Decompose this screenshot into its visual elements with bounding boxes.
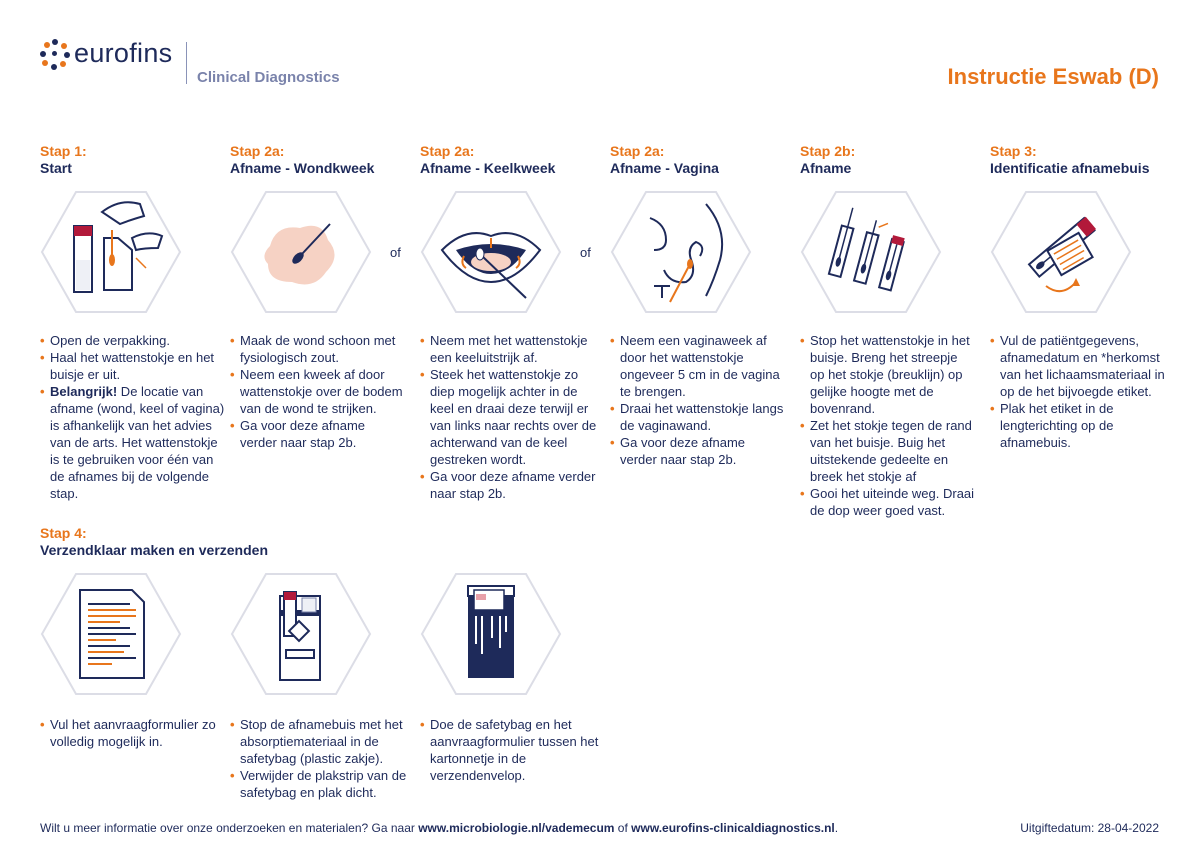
step-name: Identificatie afnamebuis (990, 160, 1150, 176)
brand-division: Clinical Diagnostics (197, 69, 340, 86)
instruction-item: • Verwijder de plakstrip van de safetybag en plak dicht. (230, 767, 410, 801)
website-link[interactable]: www.eurofins-clinicaldiagnostics.nl (631, 821, 835, 835)
step-name: Afname - Keelkweek (420, 160, 556, 176)
step-1-header (40, 143, 220, 177)
request-form-icon (40, 572, 182, 696)
envelope-icon (420, 572, 562, 696)
instruction-item: • Stop de afnamebuis met het absorptiemateriaal in de safetybag (plastic zakje). (230, 716, 410, 767)
instruction-item: • Draai het wattenstokje langs de vaginawand. (610, 400, 785, 434)
step-number: Stap 1: (40, 143, 87, 159)
instruction-item: • Haal het wattenstokje en het buisje er uit. (40, 349, 225, 383)
throat-swab-icon (420, 190, 562, 314)
step-2a-wound-instructions (230, 332, 405, 451)
swab-in-tube-icon (800, 190, 942, 314)
instruction-item: • Plak het etiket in de lengterichting op de afnamebuis. (990, 400, 1165, 451)
step-number: Stap 2a: (230, 143, 285, 159)
eurofins-logo-dots-icon (40, 39, 70, 69)
instruction-item: • Maak de wond schoon met fysiologisch zout. (230, 332, 405, 366)
step-2a-vagina-instructions (610, 332, 785, 468)
step-number: Stap 2a: (610, 143, 665, 159)
instruction-item: • Neem met het wattenstokje een keeluitstrijk af. (420, 332, 600, 366)
instruction-item: • Neem een vaginaweek af door het wattenstokje ongeveer 5 cm in de vagina te brengen. (610, 332, 785, 400)
instruction-item: • Gooi het uiteinde weg. Draai de dop weer goed vast. (800, 485, 975, 519)
wound-swab-icon (230, 190, 372, 314)
step-4-envelope-instructions (420, 716, 600, 784)
step-number: Stap 2a: (420, 143, 475, 159)
label-tube-icon (990, 190, 1132, 314)
instruction-item: • Steek het wattenstokje zo diep mogelijk achter in de keel en draai deze terwijl er van links naar rechts over de achterwand van de keel gestreken wordt. (420, 366, 600, 468)
instruction-item: • Open de verpakking. (40, 332, 225, 349)
document-title: Instructie Eswab (D) (947, 64, 1159, 89)
or-connector: of (580, 245, 591, 260)
step-name: Verzendklaar maken en verzenden (40, 542, 268, 558)
step-number: Stap 4: (40, 525, 87, 541)
eurofins-logo (40, 38, 172, 69)
instruction-item: • Ga voor deze afname verder naar stap 2b. (420, 468, 600, 502)
instruction-item: • Ga voor deze afname verder naar stap 2b. (610, 434, 785, 468)
vaginal-swab-icon (610, 190, 752, 314)
step-4-header (40, 525, 340, 559)
step-2a-wound-header (230, 143, 410, 177)
logo-divider (186, 42, 187, 84)
step-2a-throat-header (420, 143, 600, 177)
step-1-instructions (40, 332, 225, 502)
instruction-item: • Ga voor deze afname verder naar stap 2b. (230, 417, 405, 451)
step-number: Stap 2b: (800, 143, 856, 159)
step-2a-vagina-header (610, 143, 790, 177)
step-name: Afname - Wondkweek (230, 160, 375, 176)
brand-name: eurofins (74, 38, 173, 68)
step-2a-throat-instructions (420, 332, 600, 502)
instruction-item: • Vul het aanvraagformulier zo volledig mogelijk in. (40, 716, 220, 750)
step-3-instructions (990, 332, 1165, 451)
step-2b-header (800, 143, 980, 177)
or-connector: of (390, 245, 401, 260)
step-name: Afname - Vagina (610, 160, 719, 176)
package-open-icon (40, 190, 182, 314)
step-3-header (990, 143, 1170, 177)
footer-info: Wilt u meer informatie over onze onderzoeken en materialen? Ga naar www.microbiologie.nl/vademecum of www.eurofins-clinicaldiagnostics.nl. (40, 821, 839, 835)
instruction-item: • Vul de patiëntgegevens, afnamedatum en *herkomst van het lichaamsmateriaal in op de het bijvoegde etiket. (990, 332, 1165, 400)
step-name: Afname (800, 160, 852, 176)
instruction-item: • Stop het wattenstokje in het buisje. Breng het streepje op het stokje (breuklijn) op gelijke hoogte met de bovenrand. (800, 332, 975, 417)
safetybag-icon (230, 572, 372, 696)
issue-date: Uitgiftedatum: 28-04-2022 (1020, 821, 1159, 835)
step-4-bag-instructions (230, 716, 410, 801)
vademecum-link[interactable]: www.microbiologie.nl/vademecum (418, 821, 615, 835)
step-2b-instructions (800, 332, 975, 519)
step-name: Start (40, 160, 72, 176)
instruction-item: • Neem een kweek af door wattenstokje over de bodem van de wond te strijken. (230, 366, 405, 417)
step-4-form-instructions (40, 716, 220, 750)
instruction-item: • Zet het stokje tegen de rand van het buisje. Buig het uitstekende gedeelte en breek het stokje af (800, 417, 975, 485)
instruction-item: • Belangrijk! De locatie van afname (wond, keel of vagina) is afhankelijk van het advies van de arts. Het wattenstokje is te gebruiken voor één van de afnames bij de volgende stap. (40, 383, 225, 502)
step-number: Stap 3: (990, 143, 1037, 159)
instruction-item: • Doe de safetybag en het aanvraagformulier tussen het kartonnetje in de verzendenvelop. (420, 716, 600, 784)
